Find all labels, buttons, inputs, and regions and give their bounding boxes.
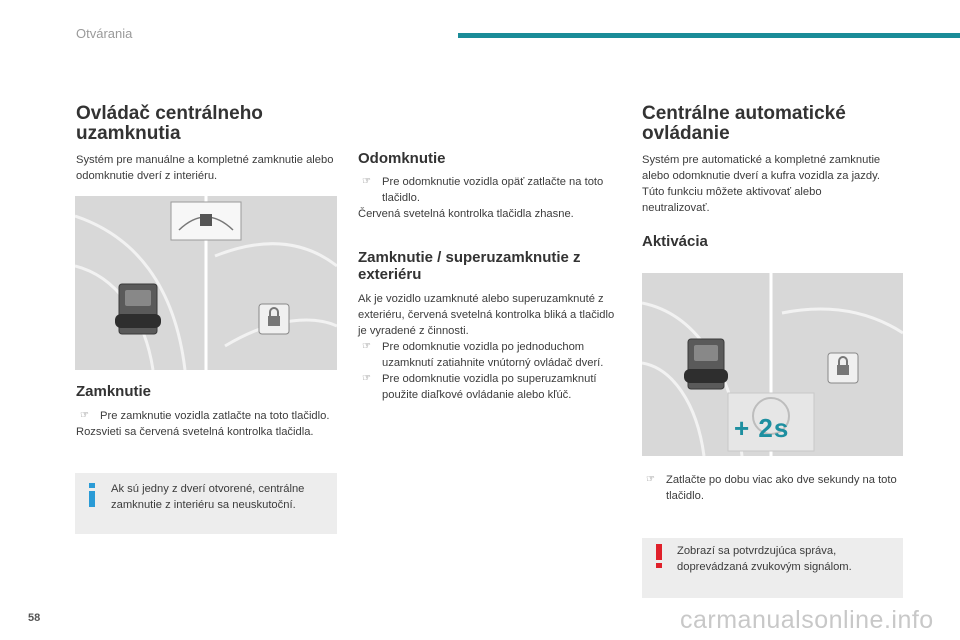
warning-box xyxy=(642,538,903,598)
lock-heading: Zamknutie xyxy=(76,383,152,400)
info-text: Ak sú jedny z dverí otvorené, centrálne zamknutie z interiéru sa neuskutoční. xyxy=(111,483,305,511)
left-intro: Systém pre manuálne a kompletné zamknutie alebo odomknutie dverí z interiéru. xyxy=(76,154,334,182)
arrow-bullet-icon: ☞ xyxy=(80,410,89,421)
right-intro: Systém pre automatické a kompletné zamknutie alebo odomknutie dverí a kufra vozidla za jazdy. Túto funkciu môžete aktivovať alebo neutralizovať. xyxy=(642,154,881,214)
unlock-note: Červená svetelná kontrolka tlačidla zhasne. xyxy=(358,208,574,220)
info-icon xyxy=(85,483,99,507)
arrow-bullet-icon: ☞ xyxy=(362,341,371,352)
page-number: 58 xyxy=(28,612,41,624)
info-box xyxy=(75,473,337,534)
lock-section xyxy=(76,383,338,440)
unlock-heading: Odomknutie xyxy=(358,150,446,167)
left-column xyxy=(76,104,338,184)
door-lock-button-drawing xyxy=(75,196,337,370)
right-title: Centrálne automatické ovládanie xyxy=(642,103,846,144)
warning-text: Zobrazí sa potvrdzujúca správa, doprevádzaná zvukovým signálom. xyxy=(677,545,852,573)
exclamation-icon xyxy=(655,544,663,568)
activation-heading: Aktivácia xyxy=(642,233,708,250)
left-title: Ovládač centrálneho uzamknutia xyxy=(76,103,263,144)
exterior-heading: Zamknutie / superuzamknutie z exteriéru xyxy=(358,249,581,283)
lock-note: Rozsvieti sa červená svetelná kontrolka tlačidla. xyxy=(76,426,314,438)
arrow-bullet-icon: ☞ xyxy=(646,474,655,485)
middle-column xyxy=(358,150,624,403)
arrow-bullet-icon: ☞ xyxy=(362,373,371,384)
arrow-bullet-icon: ☞ xyxy=(362,176,371,187)
exterior-bullet-1: ☞ Pre odomknutie vozidla po jednoduchom uzamknutí zatiahnite vnútorný ovládač dverí. xyxy=(362,341,604,369)
right-column xyxy=(642,104,904,250)
header-title: Otvárania xyxy=(76,26,133,41)
activation-bullet: ☞ Zatlačte po dobu viac ako dve sekundy na toto tlačidlo. xyxy=(646,474,897,502)
duration-badge: + 2s xyxy=(734,413,790,443)
exterior-text: Ak je vozidlo uzamknuté alebo superuzamknuté z exteriéru, červená svetelná kontrolka bliká a tlačidlo je vyradené z činnosti. xyxy=(358,293,615,337)
lock-bullet: ☞ Pre zamknutie vozidla zatlačte na toto tlačidlo. xyxy=(80,410,330,422)
unlock-bullet: ☞ Pre odomknutie vozidla opäť zatlačte na toto tlačidlo. xyxy=(362,176,604,204)
activation-illustration xyxy=(642,273,903,456)
header-accent-bar xyxy=(458,33,960,38)
exterior-bullet-2: ☞ Pre odomknutie vozidla po superuzamknutí použite diaľkové ovládanie alebo kľúč. xyxy=(362,373,597,401)
watermark: carmanualsonline.info xyxy=(680,606,934,634)
lock-button-illustration xyxy=(75,196,337,370)
